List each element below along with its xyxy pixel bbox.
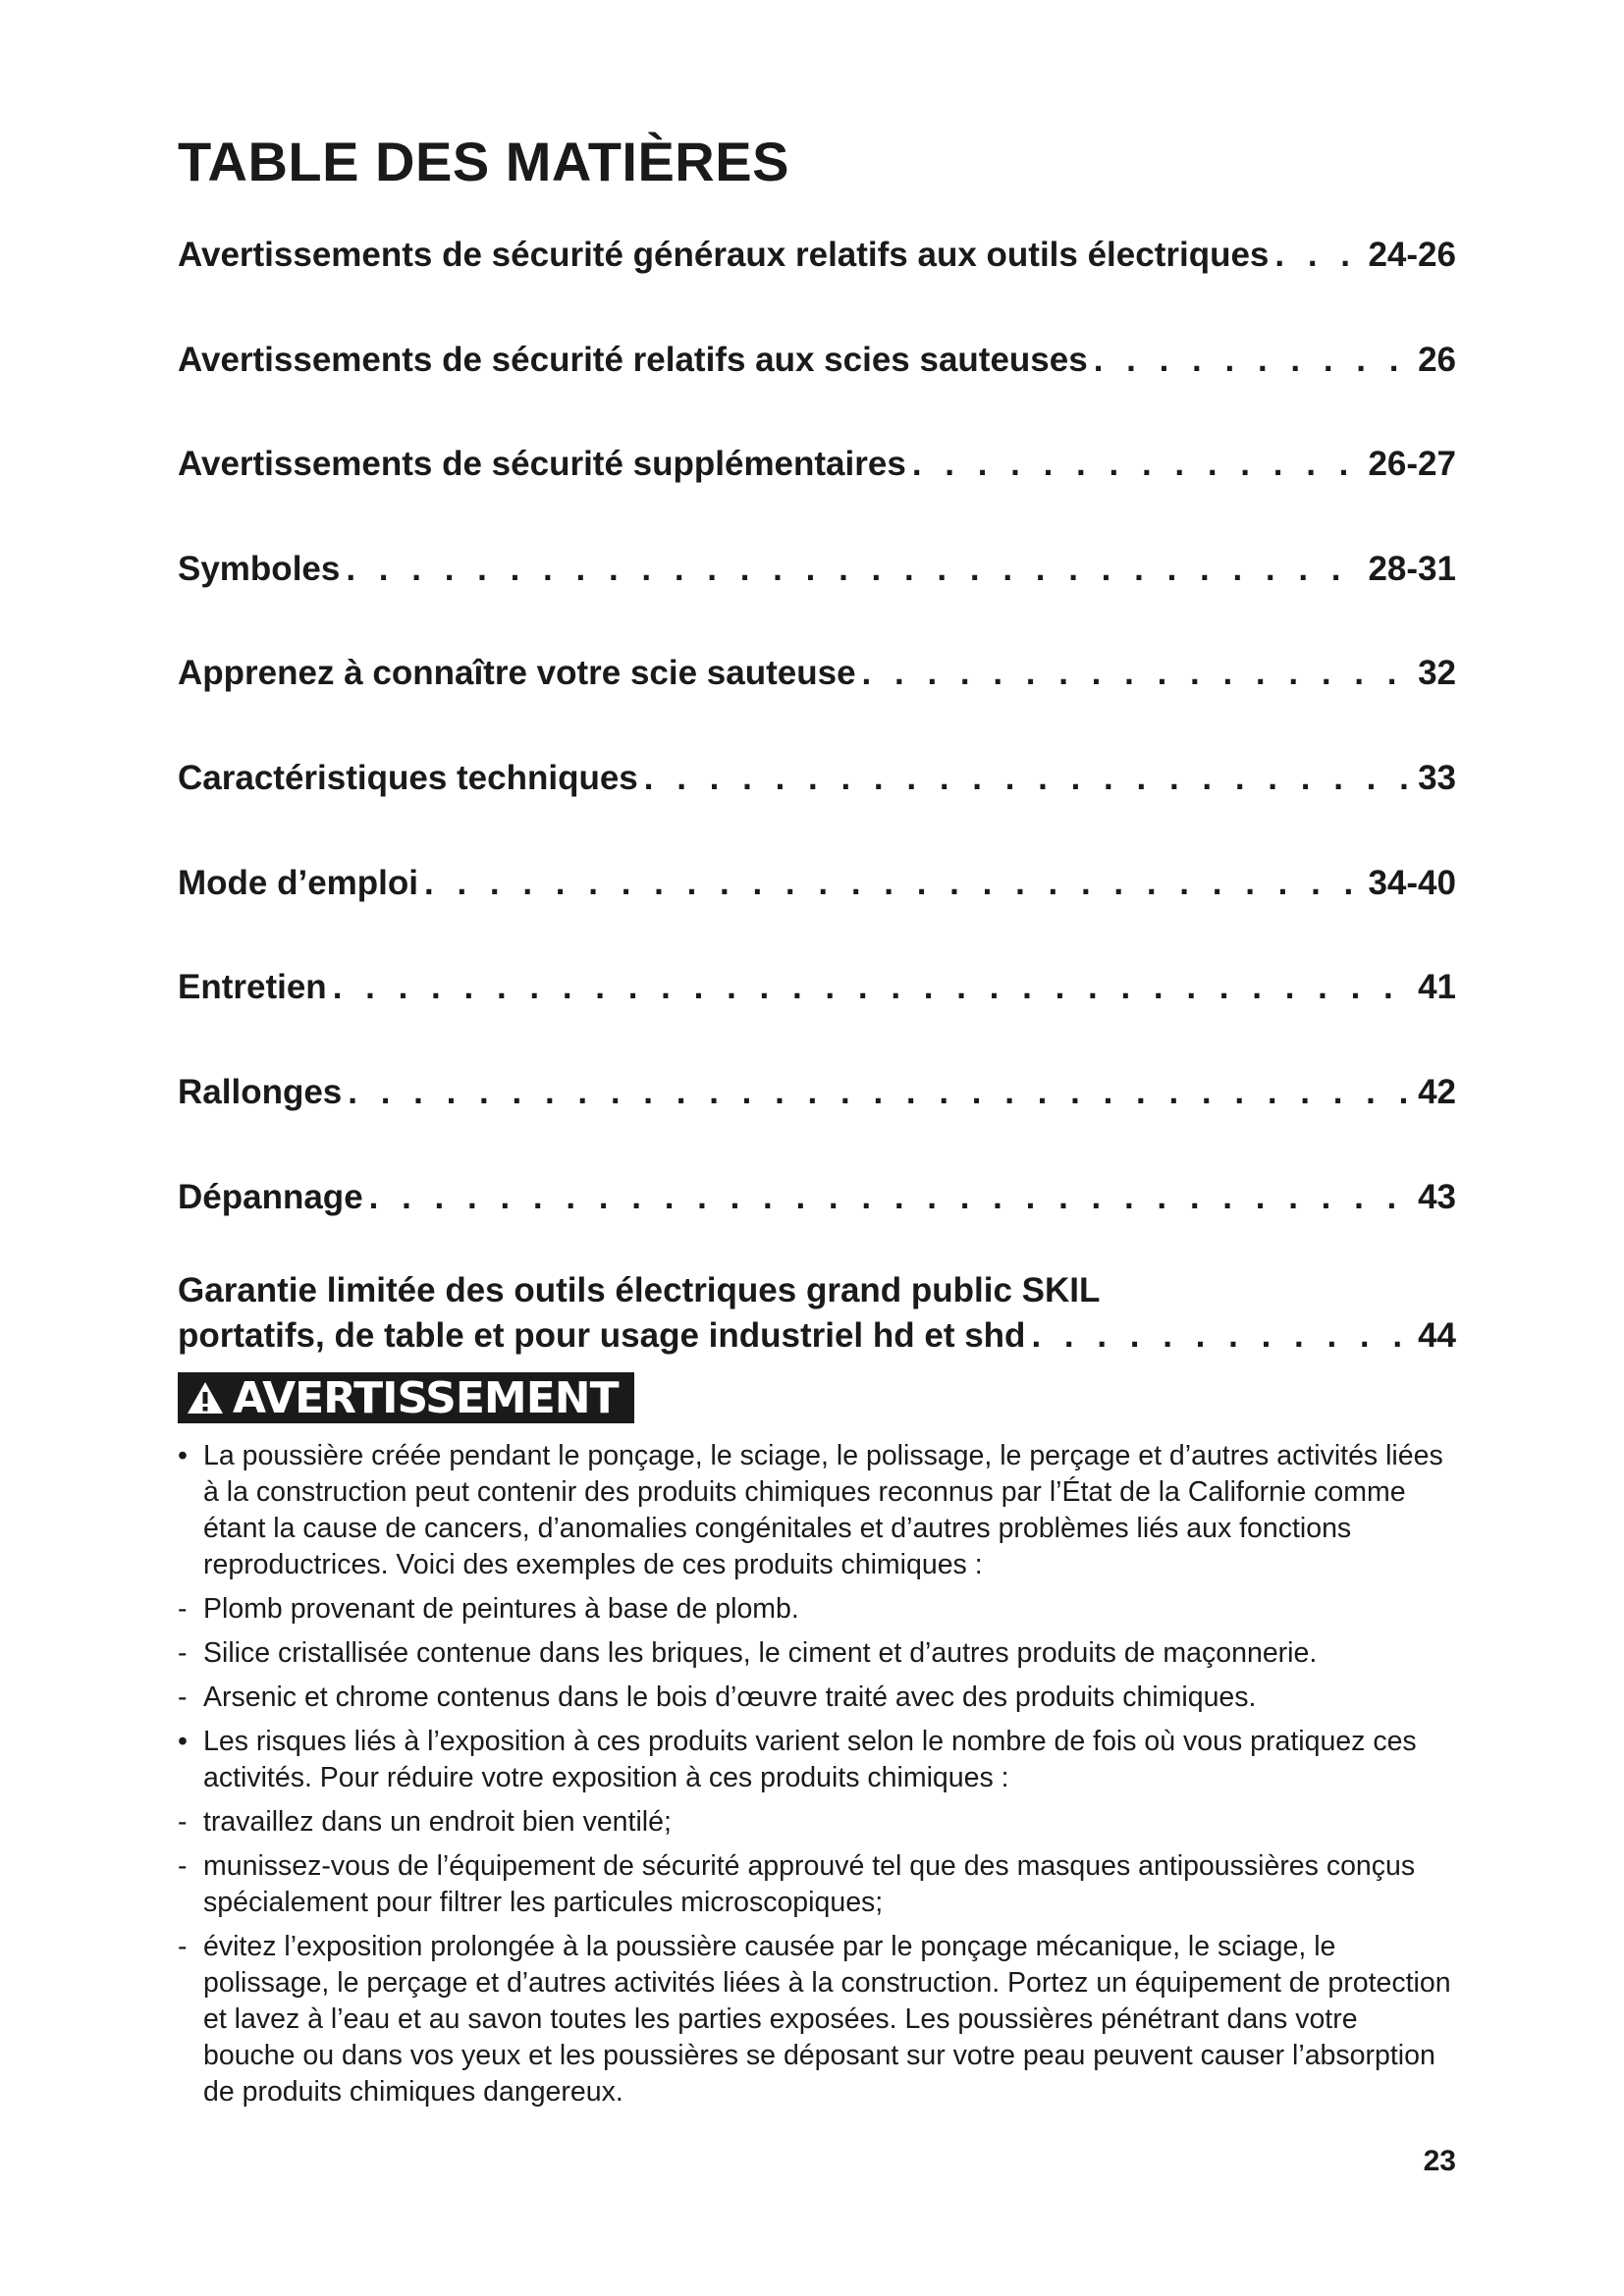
toc-entry[interactable] — [178, 542, 1456, 591]
warning-list — [178, 1438, 1456, 2118]
list-item-text: Arsenic et chrome contenus dans le bois d’œuvre traité avec des produits chimiques. — [203, 1682, 1257, 1713]
toc-entry-title: Rallonges — [178, 1073, 343, 1111]
toc-entry-title: Mode d’emploi — [178, 864, 418, 902]
dash-mark: - — [178, 1593, 188, 1625]
toc-entry-page: 34-40 — [1368, 864, 1456, 902]
list-item — [178, 1724, 1456, 1796]
list-item-text: munissez-vous de l’équipement de sécurité approuvé tel que des masques antipoussières conçus spécialement pour filtrer les particules microscopiques; — [203, 1850, 1416, 1918]
toc-entry-page: 42 — [1418, 1073, 1456, 1111]
toc-leader-dots — [346, 548, 1362, 591]
toc-entry-title-line2: portatifs, de table et pour usage industriel hd et shd — [178, 1316, 1026, 1355]
toc-entry[interactable] — [178, 960, 1456, 1009]
warning-triangle-icon — [186, 1380, 225, 1415]
list-item-text: La poussière créée pendant le ponçage, le sciage, le polissage, le perçage et d’autres activités liées à la construction peut contenir des produits chimiques reconnus par l’État de la Californie comme étant la cause de cancers, d’anomalies congénitales et d’autres problèmes liés aux fonctions reproductrices. Voici des exemples de ces produits chimiques : — [203, 1440, 1443, 1580]
document-page — [178, 0, 1456, 2296]
toc-leader-dots — [644, 757, 1412, 800]
dash-mark: - — [178, 1806, 188, 1838]
toc-entry-title: Avertissements de sécurité relatifs aux scies sauteuses — [178, 341, 1088, 379]
toc-entry-page: 26-27 — [1368, 445, 1456, 483]
toc-entry[interactable] — [178, 1170, 1456, 1219]
toc-leader-dots — [912, 443, 1363, 486]
page-title: TABLE DES MATIÈRES — [178, 131, 789, 192]
toc-entry[interactable] — [178, 437, 1456, 486]
toc-entry-title: Apprenez à connaître votre scie sauteuse — [178, 654, 856, 692]
toc-entry-title: Caractéristiques techniques — [178, 759, 638, 797]
toc-leader-dots — [369, 1176, 1412, 1219]
list-item-text: Les risques liés à l’exposition à ces produits varient selon le nombre de fois où vous pratiquez ces activités. Pour réduire votre exposition à ces produits chimiques : — [203, 1726, 1417, 1793]
list-item-text: travaillez dans un endroit bien ventilé; — [203, 1806, 672, 1838]
toc-entry-title: Dépannage — [178, 1178, 363, 1216]
toc-entry-page: 44 — [1418, 1316, 1456, 1355]
warning-label: AVERTISSEMENT — [233, 1372, 619, 1423]
toc-leader-dots — [1274, 234, 1362, 277]
list-item — [178, 1591, 1456, 1628]
list-item — [178, 1848, 1456, 1921]
toc-entry[interactable] — [178, 751, 1456, 800]
warning-banner — [178, 1372, 634, 1423]
dash-mark: - — [178, 1637, 188, 1669]
toc-leader-dots — [424, 862, 1362, 905]
toc-entry-page: 43 — [1418, 1178, 1456, 1216]
list-item-text: évitez l’exposition prolongée à la poussière causée par le ponçage mécanique, le sciage, le polissage, le perçage et d’autres activités liées à la construction. Portez un équipement de protection et lavez à l’eau et au savon toutes les parties exposées. Les poussières pénétrant dans votre bouche ou dans vos yeux et les poussières se déposant sur votre peau peuvent causer l’absorption de produits chimiques dangereux. — [203, 1931, 1451, 2108]
list-item-text: Silice cristallisée contenue dans les briques, le ciment et d’autres produits de maçonnerie. — [203, 1637, 1318, 1669]
list-item — [178, 1804, 1456, 1841]
list-item — [178, 1680, 1456, 1716]
toc-entry-title: Avertissements de sécurité supplémentaires — [178, 445, 906, 483]
toc-entry-warranty[interactable] — [178, 1268, 1456, 1359]
toc-entry[interactable] — [178, 856, 1456, 905]
list-item — [178, 1929, 1456, 2110]
list-item — [178, 1438, 1456, 1583]
toc-entry-page: 32 — [1418, 654, 1456, 692]
toc-entry-page: 28-31 — [1368, 550, 1456, 588]
toc-entry-title: Avertissements de sécurité généraux relatifs aux outils électriques — [178, 236, 1270, 274]
toc-entry[interactable] — [178, 333, 1456, 382]
toc-entry-line2 — [178, 1313, 1456, 1359]
toc-entry-title: Symboles — [178, 550, 341, 588]
toc-entry[interactable] — [178, 228, 1456, 277]
toc-entry[interactable] — [178, 646, 1456, 695]
toc-entry-title: Entretien — [178, 968, 327, 1006]
dash-mark: - — [178, 1850, 188, 1882]
dash-mark: - — [178, 1682, 188, 1713]
list-item-text: Plomb provenant de peintures à base de plomb. — [203, 1593, 799, 1625]
bullet-mark: • — [178, 1726, 188, 1757]
toc-leader-dots — [333, 966, 1412, 1009]
bullet-mark: • — [178, 1440, 188, 1471]
list-item — [178, 1635, 1456, 1672]
toc-entry-page: 24-26 — [1368, 236, 1456, 274]
toc-entry-page: 33 — [1418, 759, 1456, 797]
toc-leader-dots — [862, 652, 1413, 695]
toc-entry-title-line1: Garantie limitée des outils électriques grand public SKIL — [178, 1271, 1101, 1309]
page-number: 23 — [1423, 2145, 1456, 2177]
toc-leader-dots — [1094, 339, 1412, 382]
toc-entry[interactable] — [178, 1065, 1456, 1114]
toc-leader-dots — [348, 1071, 1412, 1114]
toc-leader-dots — [1031, 1313, 1412, 1359]
toc-entry-page: 26 — [1418, 341, 1456, 379]
toc-entry-page: 41 — [1418, 968, 1456, 1006]
dash-mark: - — [178, 1931, 188, 1962]
